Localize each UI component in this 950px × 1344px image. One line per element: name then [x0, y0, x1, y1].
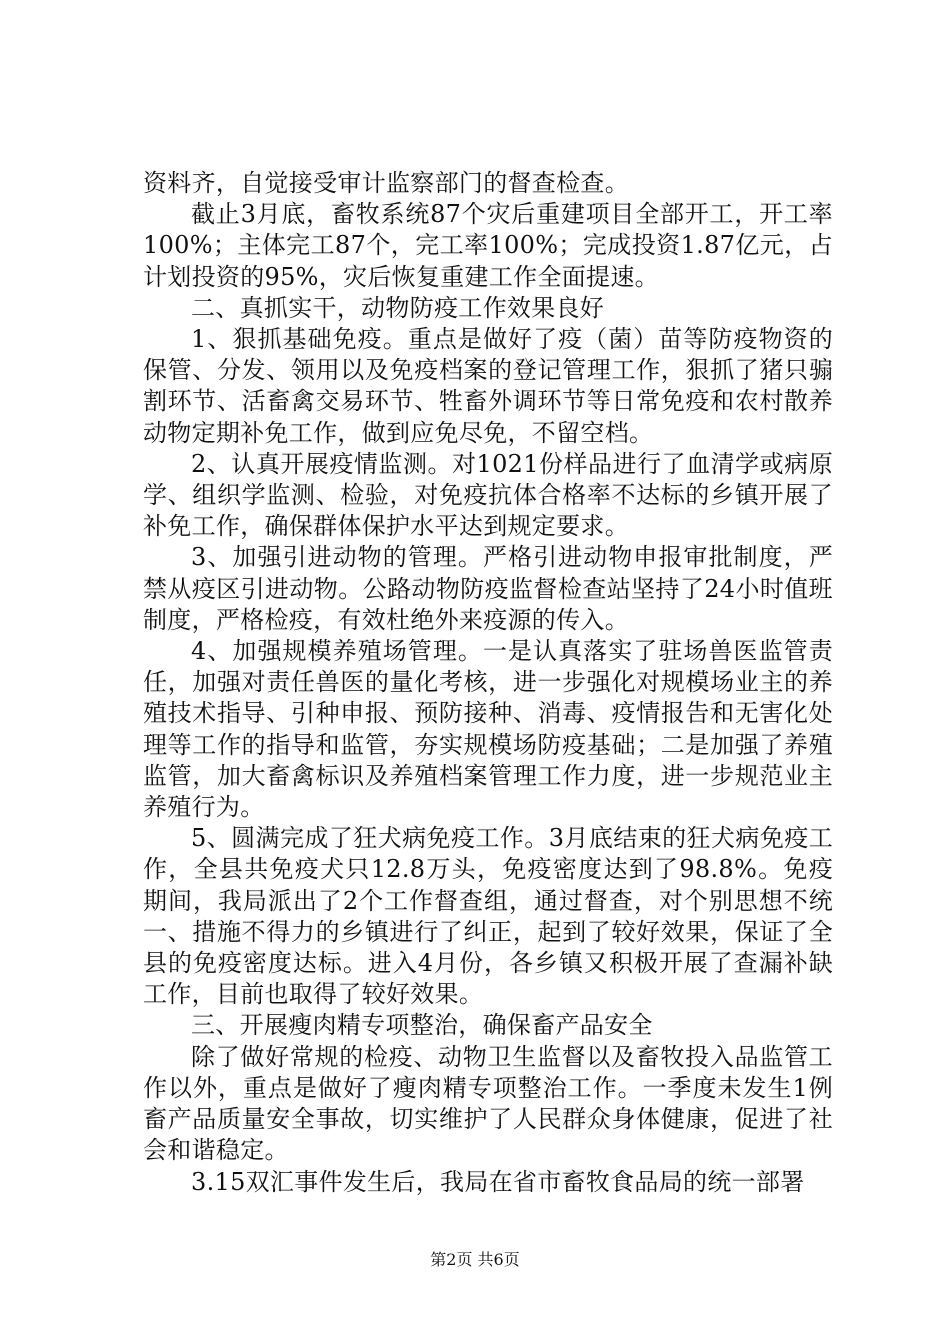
paragraph-1: 资料齐，自觉接受审计监察部门的督查检查。	[143, 169, 629, 197]
page-footer: 第2页 共6页	[430, 1250, 520, 1269]
paragraph-2: 截止3月底，畜牧系统87个灾后重建项目全部开工，开工率100%；主体完工87个，完工率100%；完成投资1.87亿元，占计划投资的95%，灾后恢复重建工作全面提速。	[143, 200, 833, 291]
paragraph-rabies-immunization: 5、圆满完成了狂犬病免疫工作。3月底结束的狂犬病免疫工作，全县共免疫犬只12.8万头，免疫密度达到了98.8%。免疫期间，我局派出了2个工作督查组，通过督查，对个别思想不统一、措施不得力的乡镇进行了纠正，起到了较好效果，保证了全县的免疫密度达标。进入4月份，各乡镇又积极开展了查漏补缺工作，目前也取得了较好效果。	[143, 824, 833, 1009]
section-heading-2: 二、真抓实干，动物防疫工作效果良好	[191, 293, 605, 322]
paragraph-farm-management: 4、加强规模养殖场管理。一是认真落实了驻场兽医监管责任，加强对责任兽医的量化考核，进一步强化对规模场业主的养殖技术指导、引种申报、预防接种、消毒、疫情报告和无害化处理等工作的指导和监管，夯实规模场防疫基础；二是加强了养殖监管，加大畜禽标识及养殖档案管理工作力度，进一步规范业主养殖行为。	[143, 637, 833, 822]
paragraph-basic-immunization: 1、狠抓基础免疫。重点是做好了疫（菌）苗等防疫物资的保管、分发、领用以及免疫档案的登记管理工作，狠抓了猪只骟割环节、活畜禽交易环节、牲畜外调环节等日常免疫和农村散养动物定期补免工作，做到应免尽免，不留空档。	[143, 325, 833, 447]
paragraph-shuanghui-event: 3.15双汇事件发生后，我局在省市畜牧食品局的统一部署	[191, 1167, 805, 1196]
section-heading-3: 三、开展瘦肉精专项整治，确保畜产品安全	[191, 1011, 653, 1040]
paragraph-animal-import: 3、加强引进动物的管理。严格引进动物申报审批制度，严禁从疫区引进动物。公路动物防疫监督检查站坚持了24小时值班制度，严格检疫，有效杜绝外来疫源的传入。	[143, 543, 833, 634]
paragraph-epidemic-monitoring: 2、认真开展疫情监测。对1021份样品进行了血清学或病原学、组织学监测、检验，对免疫抗体合格率不达标的乡镇开展了补免工作，确保群体保护水平达到规定要求。	[143, 449, 833, 541]
document-body	[143, 168, 833, 1198]
paragraph-lean-meat-rectification: 除了做好常规的检疫、动物卫生监督以及畜牧投入品监管工作以外，重点是做好了瘦肉精专项整治工作。一季度未发生1例畜产品质量安全事故，切实维护了人民群众身体健康，促进了社会和谐稳定。	[143, 1042, 833, 1165]
